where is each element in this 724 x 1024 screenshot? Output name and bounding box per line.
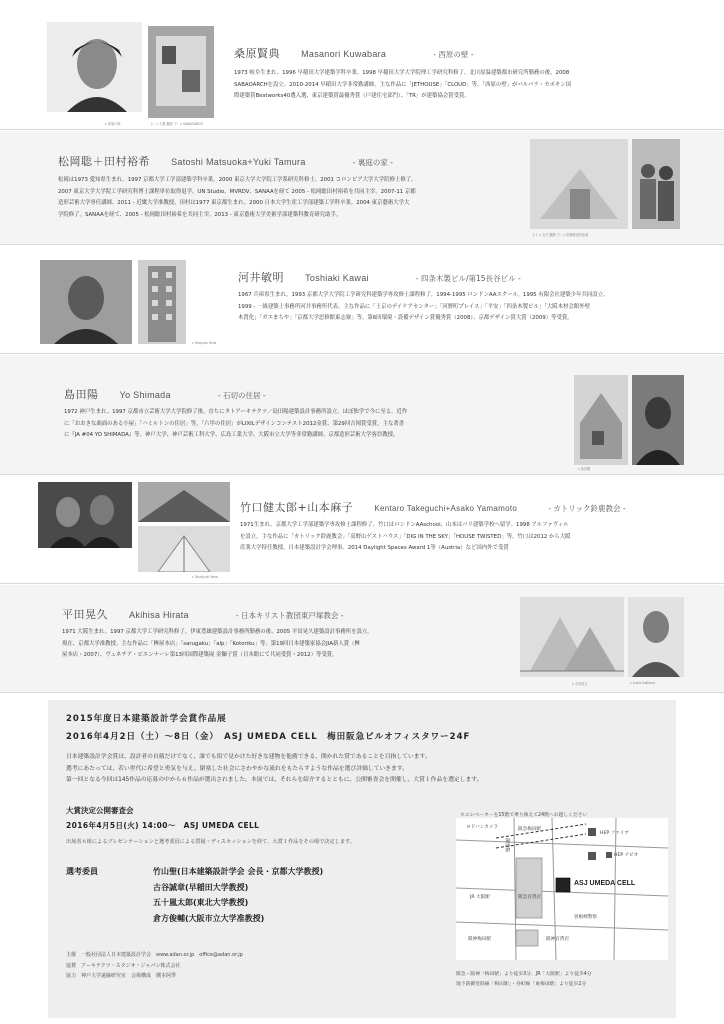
architect-name-jp: 平田晃久 — [62, 608, 108, 621]
architect-heading — [64, 383, 266, 402]
portrait-image — [38, 482, 132, 548]
architect-section-hirata — [0, 585, 724, 693]
architect-name-jp: 島田陽 — [64, 388, 99, 401]
bio-line: 造形芸術大学専任講師、2011 - 近畿大学准教授。田村は1977 東京都生まれ。2000 日本大学生産工学部建築工学科卒業。2004 東京藝術大学大 — [58, 200, 410, 206]
intro-line: 日本建築設計学会賞は、設計者の自薦だけでなく、誰でも街で見かけた好きな建物を他薦できる、開かれた賞であることを目指しています。 — [66, 754, 431, 760]
portrait-photo — [47, 22, 142, 112]
jury-member: 倉方俊輔(大阪市立大学准教授) — [153, 913, 265, 923]
jury-member: 五十嵐太郎(東北大学教授) — [153, 898, 249, 907]
interior-image — [530, 139, 628, 229]
bio-line: 1971 大阪生まれ。1997 京都大学工学研究科修了。伊東豊雄建築設計事務所勤務の後、2005 平田晃久建築設計事務所を設立。 — [62, 629, 373, 635]
map-label-hanshin-umeda: 阪神梅田駅 — [468, 937, 491, 942]
jury-list — [153, 864, 323, 926]
jury-label: 選考委員 — [66, 867, 98, 876]
architect-section-kuwabara — [0, 0, 724, 130]
portrait-image — [632, 139, 680, 229]
work-photo — [148, 26, 214, 118]
work-title: - 日本キリスト教団東戸塚教会 - — [235, 611, 344, 620]
work-title: - 四条木製ビル/第15長谷ビル - — [415, 274, 521, 283]
church-interior-image — [138, 526, 230, 572]
jury-member: 竹山聖(日本建築設計学会 会長・京都大学教授) — [153, 867, 324, 876]
architect-name-jp: 桑原賢典 — [234, 47, 280, 60]
photo-caption: 上：c 大栗 撮影 下：c SABAOARCH — [150, 122, 203, 126]
bio-line: 産業大学特任教授。日本建築設計学会理事。2014 Daylight Spaces Award 1等（Austria）など国内外で受賞 — [240, 545, 509, 551]
portrait-image — [628, 597, 684, 677]
photo-caption: 上と c 石川 撮影 下：c 松岡聡田村裕希 — [532, 233, 589, 237]
architect-bio — [234, 68, 571, 103]
architect-heading — [234, 42, 474, 61]
architect-name-en: Yo Shimada — [119, 390, 171, 400]
architect-section-shimada — [0, 355, 724, 475]
portrait-photo — [40, 260, 132, 344]
portrait-image — [47, 22, 142, 112]
architect-name-en: Masanori Kuwabara — [301, 49, 387, 59]
access-directions — [456, 970, 668, 989]
work-photo — [138, 526, 230, 572]
bio-line: に「おおきな曲面のある小屋」「ハミルトンの住居」等。「六甲の住居」がLIXILデザインコンテスト2012金賞、第29回吉岡賞受賞。主な著書 — [64, 420, 405, 427]
work-title: - 西原の壁 - — [433, 50, 474, 59]
photo-caption: c Toshiyuki Yano — [192, 575, 218, 579]
architect-name-en: Kentaro Takeguchi+Asako Yamamoto — [374, 504, 518, 513]
map-label-police: 曽根崎警察 — [574, 915, 597, 920]
map-label-hankyu-umeda: 阪急梅田駅 — [518, 827, 541, 832]
architect-bio — [58, 175, 417, 221]
exhibition-intro — [66, 752, 666, 787]
map-label-hanshin-dept: 阪神百貨店 — [546, 937, 569, 942]
work-title: - 石切の住居 - — [217, 391, 266, 400]
house-image — [574, 375, 628, 465]
photo-caption: c Hiroyuki Hirai — [192, 341, 217, 345]
architect-heading — [62, 603, 343, 622]
building-image — [138, 260, 186, 344]
work-photo — [530, 139, 628, 229]
bio-line: 屋本店・2007）、ヴェネチア・ビエンナーレ第13回国際建築展 金獅子賞（日本館にて共同受賞・2012）等受賞。 — [62, 652, 338, 658]
architect-name-jp: 竹口健太郎+山本麻子 — [240, 501, 354, 514]
photo-caption: c Lucia Gallinco — [630, 681, 655, 685]
intro-line: 第一回となる今回は145作品の応募の中から６作品が選出されました。本展では、それらを紹介するとともに、公開審査会を開催し、大賞１作品を選定します。 — [66, 777, 483, 783]
bio-line: 1971生まれ。京都大学工学部建築学専攻修士課程修了。竹口はロンドンAAschool、山本はパリ建築学校へ留学。1998 アルファヴィル — [240, 522, 569, 528]
building-image — [148, 26, 214, 118]
bio-line: 1973 岐阜生まれ。1996 早稲田大学建築学科卒業。1998 早稲田大学大学院理工学研究科修了。北川原温建築都市研究所勤務の後、2008 — [234, 70, 570, 76]
photo-caption: c 平田晃久 — [572, 682, 588, 686]
bio-line: に『JA #04 YO SHIMADA』等。神戸大学、神戸芸術工科大学、広島工業大学、大阪市立大学等非常勤講師。京都造形芸術大学客員教授。 — [64, 432, 399, 438]
portrait-photo — [38, 482, 132, 548]
bio-line: を設立。主な作品に「カトリック鈴鹿教会」「高野山ゲストハウス」「DIG IN THE SKY」「HOUSE TWISTED」等。竹口は2012 から大阪 — [240, 533, 571, 540]
map-label-yodobashi: ヨドバシカメラ — [466, 825, 499, 830]
portrait-photo — [628, 597, 684, 677]
work-photo — [520, 597, 624, 677]
map-label-hep-five: HEP ファイブ — [600, 831, 629, 836]
exhibition-info-panel — [48, 700, 676, 1018]
access-map — [456, 818, 668, 960]
public-review-datetime: 2016年4月5日(火) 14:00～ ASJ UMEDA CELL — [66, 821, 260, 830]
architect-heading — [240, 496, 626, 515]
access-line: 阪急・阪神「梅田駅」より徒歩3分、JR「大阪駅」より徒歩4分 — [456, 972, 592, 977]
bio-line: 1999 - 一級建築士事務所河井事務所代表。主な作品に「上京のデイケアセンター」「河野町プレイス」「平安」「四条木製ビル」「大阪木材会館外壁 — [238, 303, 590, 310]
bio-line: 現在、京都大学准教授。主な作品に「桝屋本店」「sarugaku」「alp」「Kotoriku」等。第19回日本建築家協会JIA新人賞（桝 — [62, 640, 360, 647]
bio-line: 1967 兵庫県生まれ。1993 京都大学大学院工学研究科建築学専攻修士課程修了。1994-1995 ロンドンAAスクール。1995 有限会社建築少年共同設立。 — [238, 292, 609, 298]
exhibition-title: 2015年度日本建築設計学会賞作品展 — [66, 714, 227, 724]
credit-line: 協賛 アーキテクツ・スタジオ・ジャパン株式会社 — [66, 962, 181, 969]
bio-line: 1972 神戸生まれ。1997 京都市立芸術大学大学院修了後、直ちにタトアーキテクツ／島田陽建築設計事務所設立。ほぼ独学で今に至る。近作 — [64, 409, 408, 415]
bio-line: 松岡は1973 愛知県生まれ。1997 京都大学工学部建築学科卒業。2000 東京大学大学院工学系研究科修士、2001 コロンビア大学大学院修士修了。 — [58, 177, 417, 183]
architect-heading — [58, 150, 393, 169]
portrait-photo — [632, 375, 684, 465]
architect-name-en: Toshiaki Kawai — [305, 273, 369, 283]
portrait-image — [40, 260, 132, 344]
access-line: 地下鉄御堂筋線「梅田駅」・谷町線「東梅田駅」より徒歩2分 — [456, 981, 587, 987]
work-photo — [574, 375, 628, 465]
bio-line: SABAOARCHを設立。2010-2014 早稲田大学非常勤講師。主な作品に「JETHOUSE」「CLOUD」等。「西原の壁」がバルバラ・カポキン国 — [234, 81, 571, 88]
work-photo — [138, 482, 230, 522]
bio-line: 2007 東京大学大学院工学研究科博士課程単位取得退学。UN Studio、MVRDV、SANAAを経て 2005 - 松岡聡田村裕希を共同主宰。2007-11 京都 — [58, 188, 416, 195]
jury-member: 古谷誠章(早稲田大学教授) — [153, 882, 249, 892]
architect-bio — [240, 520, 571, 555]
map-label-hankyu-dept: 阪急百貨店 — [518, 895, 541, 900]
portrait-image — [632, 375, 684, 465]
architect-name-jp: 松岡聡＋田村裕希 — [58, 155, 150, 168]
map-label-jr-osaka: JR 大阪駅 — [470, 895, 490, 900]
architect-name-en: Satoshi Matsuoka+Yuki Tamura — [171, 157, 306, 167]
exhibition-dates-venue: 2016年4月2日（土）～8日（金） ASJ UMEDA CELL 梅田阪急ビルオフィスタワー24F — [66, 732, 471, 742]
elevator-note: ＊エレベーターを15階で乗り換えて24階へお越しください — [460, 813, 588, 818]
work-title: - カトリック鈴鹿教会 - — [548, 504, 626, 513]
work-title: - 裏庭の家 - — [352, 158, 393, 167]
intro-line: 選考にあたっては、若い世代に希望と勇気を与え、閉塞した社会にさわやかな流れをもたらすような作品を選び評価していきます。 — [66, 765, 408, 772]
map-label-hep-navio: HEP ナビオ — [614, 853, 639, 858]
public-review-title: 大賞決定公開審査会 — [66, 806, 134, 815]
architect-name-en: Akihisa Hirata — [129, 610, 189, 620]
church-exterior-image — [138, 482, 230, 522]
photo-caption: c 西原の壁 — [105, 122, 121, 126]
architect-bio — [62, 627, 373, 662]
credit-line: 主催 一般社団法人日本建築設計学会 www.adan.or.jp office@adan.or.jp — [66, 952, 243, 958]
public-review-note: 出展者６組によるプレゼンテーションと選考委員による質疑・ディスカッションを経て、大賞１作品をその場で決定します。 — [66, 839, 355, 845]
portrait-photo — [632, 139, 680, 229]
architect-name-jp: 河井敏明 — [238, 271, 284, 284]
credit-line: 協力 神戸大学遠藤研究室 会場構成 槻本阿季 — [66, 973, 177, 979]
architect-section-kawai — [0, 246, 724, 354]
architect-section-takeguchi-yamamoto — [0, 476, 724, 584]
credits — [66, 950, 243, 982]
architect-bio — [64, 407, 407, 442]
bio-line: 際建築賞Bestworks40選入選、東京建築賞最優秀賞（戸建住宅部門）、「TR」が建築協会賞受賞。 — [234, 93, 470, 99]
work-photo — [138, 260, 186, 344]
architect-bio — [238, 290, 608, 325]
map-label-street: 御堂筋 — [503, 838, 509, 852]
church-image — [520, 597, 624, 677]
photo-caption: c 島田陽 — [578, 467, 591, 471]
architect-section-matsuoka-tamura — [0, 131, 724, 245]
bio-line: 木質化」「ガエまちや」「京都大学思修館東志寮」等。第6回環境・設備デザイン賞優秀賞（2008）、京都デザイン賞大賞（2009）等受賞。 — [238, 315, 573, 321]
map-label-destination: ASJ UMEDA CELL — [574, 880, 636, 887]
bio-line: 学院修了。SANAAを経て、2005 - 松岡聡田村裕希を共同主宰。2013 - 東京藝術大学美術学部建築科教育研究助手。 — [58, 211, 342, 218]
architect-heading — [238, 266, 521, 285]
